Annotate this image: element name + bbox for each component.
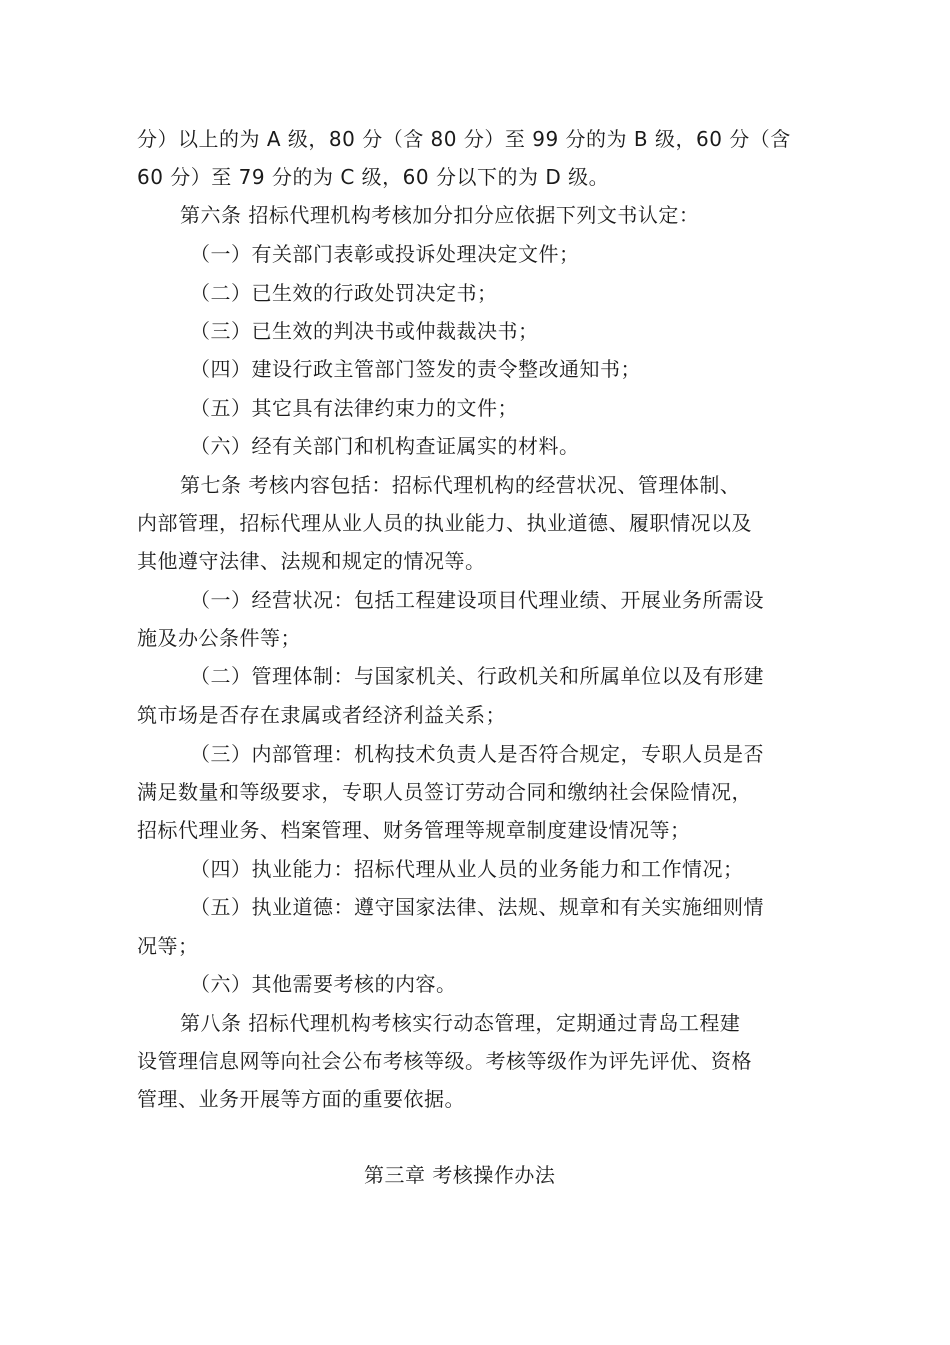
list-item: （四）建设行政主管部门签发的责令整改通知书； [190,357,641,381]
list-item: （一）经营状况：包括工程建设项目代理业绩、开展业务所需设 [190,588,764,612]
list-item: （三）内部管理：机构技术负责人是否符合规定，专职人员是否 [190,742,764,766]
text-line: 内部管理，招标代理从业人员的执业能力、执业道德、履职情况以及 [137,511,752,535]
chapter-heading: 第三章 考核操作办法 [364,1163,556,1187]
list-item: （一）有关部门表彰或投诉处理决定文件； [190,242,580,266]
list-item: （二）已生效的行政处罚决定书； [190,281,498,305]
text-line: 设管理信息网等向社会公布考核等级。考核等级作为评先评优、资格 [137,1049,752,1073]
list-item: （六）经有关部门和机构查证属实的材料。 [190,434,580,458]
list-item: （四）执业能力：招标代理从业人员的业务能力和工作情况； [190,857,744,881]
list-item: （六）其他需要考核的内容。 [190,972,457,996]
article-7-line: 第七条 考核内容包括：招标代理机构的经营状况、管理体制、 [180,473,741,497]
text-line: 况等； [137,934,199,958]
list-item: （二）管理体制：与国家机关、行政机关和所属单位以及有形建 [190,664,764,688]
list-item: （五）执业道德：遵守国家法律、法规、规章和有关实施细则情 [190,895,764,919]
text-line: 60 分）至 79 分的为 C 级，60 分以下的为 D 级。 [137,165,610,189]
article-6-line: 第六条 招标代理机构考核加分扣分应依据下列文书认定： [180,203,700,227]
text-line: 管理、业务开展等方面的重要依据。 [137,1087,465,1111]
text-line: 其他遵守法律、法规和规定的情况等。 [137,549,486,573]
text-line: 施及办公条件等； [137,626,301,650]
text-line: 招标代理业务、档案管理、财务管理等规章制度建设情况等； [137,818,691,842]
list-item: （五）其它具有法律约束力的文件； [190,396,518,420]
article-8-line: 第八条 招标代理机构考核实行动态管理，定期通过青岛工程建 [180,1011,741,1035]
list-item: （三）已生效的判决书或仲裁裁决书； [190,319,539,343]
text-line: 筑市场是否存在隶属或者经济利益关系； [137,703,506,727]
text-line: 满足数量和等级要求，专职人员签订劳动合同和缴纳社会保险情况， [137,780,752,804]
text-line: 分）以上的为 A 级，80 分（含 80 分）至 99 分的为 B 级，60 分（含 [137,127,791,151]
